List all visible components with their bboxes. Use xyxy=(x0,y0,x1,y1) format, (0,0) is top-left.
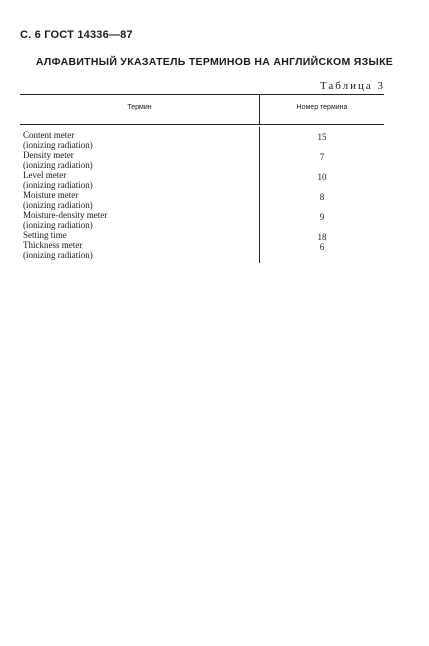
term-name: Thickness meter xyxy=(23,240,83,250)
term-name: Moisture meter xyxy=(23,190,79,200)
column-header-number: Номер термина xyxy=(296,104,348,111)
term-qualifier: (ionizing radiation) xyxy=(23,180,93,190)
table-row xyxy=(23,130,384,150)
document-title: АЛФАВИТНЫЙ УКАЗАТЕЛЬ ТЕРМИНОВ НА АНГЛИЙСКОМ ЯЗЫКЕ xyxy=(35,56,394,68)
term-number: 7 xyxy=(319,152,325,162)
term-qualifier: (ionizing radiation) xyxy=(23,140,93,150)
table-row xyxy=(23,230,384,240)
table-row xyxy=(23,210,384,230)
term-number: 10 xyxy=(317,172,327,182)
table-header-rule xyxy=(20,124,384,125)
term-name: Setting time xyxy=(23,230,67,240)
term-qualifier: (ionizing radiation) xyxy=(23,160,93,170)
term-number: 18 xyxy=(317,232,327,242)
term-name: Density meter xyxy=(23,150,74,160)
column-header-terms: Термин xyxy=(127,104,152,111)
table-row xyxy=(23,240,384,260)
term-number: 9 xyxy=(319,212,325,222)
table-row xyxy=(23,150,384,170)
term-name: Content meter xyxy=(23,130,75,140)
term-number: 6 xyxy=(319,242,325,252)
term-name: Level meter xyxy=(23,170,67,180)
term-number: 15 xyxy=(317,132,327,142)
table-top-rule xyxy=(20,94,384,95)
term-number: 8 xyxy=(319,192,325,202)
term-name: Moisture-density meter xyxy=(23,210,108,220)
term-qualifier: (ionizing radiation) xyxy=(23,200,93,210)
term-qualifier: (ionizing radiation) xyxy=(23,220,93,230)
page-header-code: С. 6 ГОСТ 14336—87 xyxy=(20,29,133,41)
term-qualifier: (ionizing radiation) xyxy=(23,250,93,260)
table-row xyxy=(23,170,384,190)
terms-table-body xyxy=(23,130,384,260)
table-row xyxy=(23,190,384,210)
table-label: Таблица 3 xyxy=(319,80,385,92)
